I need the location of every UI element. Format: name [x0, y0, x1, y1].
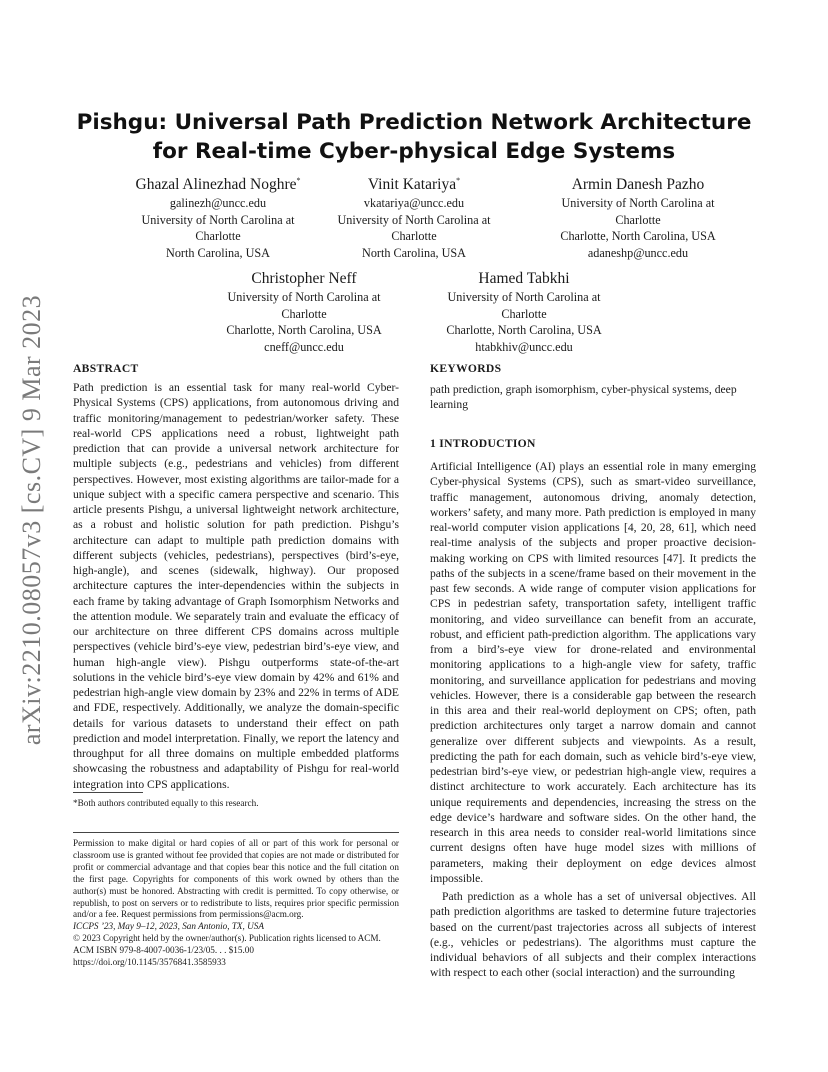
- author-location: North Carolina, USA: [362, 245, 466, 260]
- author-location: Charlotte, North Carolina, USA: [560, 229, 716, 243]
- permission-divider: [73, 832, 399, 833]
- copyright-line: © 2023 Copyright held by the owner/author(s). Publication rights licensed to ACM.: [73, 933, 381, 944]
- author-location: North Carolina, USA: [166, 245, 270, 260]
- author-location: Charlotte, North Carolina, USA: [446, 323, 602, 337]
- author-affiliation: University of North Carolina at: [337, 212, 491, 227]
- introduction-text: [430, 459, 756, 981]
- author-name: Armin Danesh Pazho: [571, 176, 705, 193]
- paper-title: Pishgu: Universal Path Prediction Network Architecture for Real-time Cyber-physical Edge Systems: [76, 110, 752, 164]
- introduction-paragraph: Artificial Intelligence (AI) plays an essential role in many emerging Cyber-physical Systems (CPS), such as smart-video surveillance, traffic management, autonomous driving, anomaly detection, workers’ safety, and many more. Path prediction is employed in many real-world computer vision applications [4, 20, 28, 61], which need real-time analysis of the subjects and proper proactive decision-making working on CPS with limited resources [47]. It predicts the paths of the subjects in a scene/frame based on their movement in the past few seconds. A wide range of computer vision applications for CPS in pedestrian safety, transportation safety, intelligent traffic monitoring, and video surveillance can benefit from an accurate, robust, and efficient path-prediction algorithm. The applications vary from a bird’s-eye view for drone-related and environmental monitoring applications to a high-angle view for safety, traffic monitoring, and surveillance application for pedestrians and moving vehicles. However, there is a considerable gap between the research in this area and their real-world deployment on CPS; often, path prediction architectures only target a narrow domain and cannot generalize over different subjects and viewpoints. As a result, predicting the path for each domain, such as vehicle bird’s-eye view, pedestrian bird’s-eye view, or pedestrian high-angle view, requires a distinct architecture to work accurately. Each architecture has its unique requirements and dependencies, increasing the stress on the edge device’s hardware and software sides. On the other hand, the research in this area needs to consider real-world limitations since current designs often have huge model sizes with millions of parameters, making their deployment on edge devices almost impossible.: [430, 460, 756, 885]
- doi-link[interactable]: https://doi.org/10.1145/3576841.3585933: [73, 957, 226, 968]
- author-affiliation: University of North Carolina at: [227, 290, 381, 304]
- author-affiliation: Charlotte: [195, 229, 241, 243]
- author-email: galinezh@uncc.edu: [169, 196, 267, 210]
- author-block: [296, 174, 532, 261]
- introduction-heading: 1 INTRODUCTION: [430, 437, 536, 450]
- author-affiliation: Charlotte: [281, 306, 327, 321]
- abstract-paragraph: Path prediction is an essential task for many real-world Cyber-Physical Systems (CPS) applications, from autonomous driving and traffic monitoring/management to pedestrian/worker safety. These real-world CPS applications need a robust, lightweight path prediction that can provide a universal network architecture for multiple subjects (e.g., pedestrians and vehicles) from different perspectives. However, most existing algorithms are tailor-made for a unique subject with a specific camera perspective and scenario. This article presents Pishgu, a universal lightweight network architecture, as a robust and holistic solution for path prediction. Pishgu’s architecture can adapt to multiple path prediction domains with different subjects (vehicles, pedestrians), perspectives (bird’s-eye, high-angle), and scenes (sidewalk, highway). Our proposed architecture captures the inter-dependencies within the subjects in each frame by taking advantage of Graph Isomorphism Networks and the attention module. We separately train and evaluate the efficacy of our architecture on three different CPS domains across multiple perspectives (vehicle bird’s-eye view, pedestrian bird’s-eye view, and human high-angle view). Pishgu outperforms state-of-the-art solutions in the vehicle bird’s-eye view domain by 42% and 61% and pedestrian high-angle view domain by 23% and 22% in terms of ADE and FDE, respectively. Additionally, we analyze the domain-specific details for various datasets to understand their effect on path prediction and model interpretation. Finally, we report the latency and throughput for all three domains on multiple embedded platforms showcasing the robustness and adaptability of Pishgu for real-world integration into CPS applications.: [73, 381, 399, 791]
- footnote-divider: [73, 792, 143, 793]
- author-affiliation: University of North Carolina at: [141, 212, 295, 227]
- author-email: vkatariya@uncc.edu: [363, 196, 465, 210]
- abstract-text: [73, 380, 399, 792]
- author-affiliation: University of North Carolina at: [561, 196, 715, 210]
- author-affiliation: Charlotte: [501, 306, 547, 321]
- keywords-text: path prediction, graph isomorphism, cyber-physical systems, deep learning: [430, 383, 737, 412]
- author-location: Charlotte, North Carolina, USA: [226, 323, 382, 337]
- introduction-paragraph: Path prediction as a whole has a set of universal objectives. All path prediction algorithms are tasked to determine future trajectories based on the current/past trajectories across all subjects of interest (e.g., vehicles or pedestrians). The algorithms must capture the individual behaviors of all subjects and their complex interactions with respect to each other (social interaction) and the surrounding: [430, 890, 756, 980]
- permission-notice: Permission to make digital or hard copies of all or part of this work for personal or classroom use is granted without fee provided that copies are not made or distributed for profit or commercial advantage and that copies bear this notice and the full citation on the first page. Copyrights for components of this work owned by others than the author(s) must be honored. Abstracting with credit is permitted. To copy otherwise, or republish, to post on servers or to redistribute to lists, requires prior specific permission and/or a fee. Request permissions from permissions@acm.org.: [73, 838, 399, 920]
- author-email: cneff@uncc.edu: [264, 339, 344, 354]
- author-email: adaneshp@uncc.edu: [587, 245, 689, 260]
- conference-venue: ICCPS ’23, May 9–12, 2023, San Antonio, TX, USA: [73, 921, 264, 932]
- author-email: htabkhiv@uncc.edu: [475, 339, 573, 354]
- author-block: [520, 174, 756, 261]
- author-name: Vinit Katariya*: [367, 175, 461, 193]
- isbn-line: ACM ISBN 979-8-4007-0036-1/23/05. . . $15.00: [73, 945, 254, 956]
- keywords-heading: KEYWORDS: [430, 362, 502, 375]
- author-name: Ghazal Alinezhad Noghre*: [135, 175, 301, 193]
- author-affiliation: University of North Carolina at: [447, 290, 601, 304]
- author-block: [186, 268, 422, 355]
- footnote: *Both authors contributed equally to this research.: [73, 798, 259, 808]
- arxiv-identifier: arXiv:2210.08057v3 [cs.CV] 9 Mar 2023: [17, 294, 46, 746]
- author-name: Christopher Neff: [251, 270, 357, 287]
- author-block: [406, 268, 642, 355]
- author-name: Hamed Tabkhi: [478, 270, 570, 287]
- abstract-heading: ABSTRACT: [73, 362, 139, 375]
- author-affiliation: Charlotte: [391, 229, 437, 243]
- author-affiliation: Charlotte: [615, 212, 661, 227]
- permission-block: [73, 838, 399, 969]
- arxiv-sidebar: [8, 260, 56, 780]
